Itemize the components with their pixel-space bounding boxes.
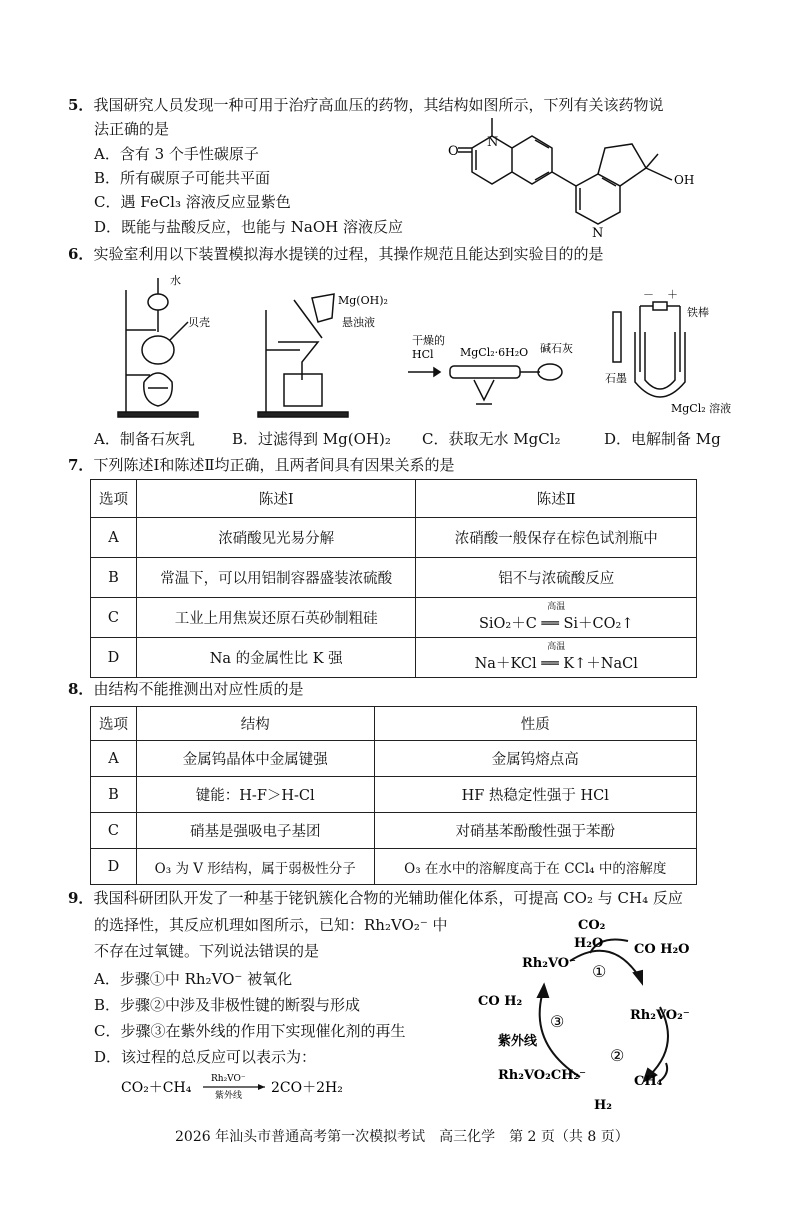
q7-condition-c: 高温 xyxy=(547,601,566,612)
q5-structure-n-amide: N xyxy=(487,135,499,150)
mech-uv: 紫外线 xyxy=(498,1034,538,1049)
table-row xyxy=(91,558,697,598)
q9-equation-cond-top: Rh₂VO⁻ xyxy=(211,1074,246,1084)
mech-rh2vo: Rh₂VO⁻ xyxy=(522,956,576,971)
q6-stem-text: 实验室利用以下装置模拟海水提镁的过程，其操作规范且能达到实验目的的是 xyxy=(93,245,604,263)
table-row xyxy=(91,813,697,849)
q9-stem-line2: 的选择性，其反应机理如图所示，已知：Rh₂VO₂⁻ 中 xyxy=(94,916,448,934)
q7-row-d-option: D xyxy=(91,638,137,678)
q6-number: 6． xyxy=(68,245,94,263)
q5-stem-line2: 法正确的是 xyxy=(94,120,170,138)
q7-row-c-equation: SiO₂＋C ══ Si＋CO₂↑ xyxy=(478,615,634,632)
apparatus-c-dry-label: 干燥的 xyxy=(412,334,445,347)
q8-row-b-option: B xyxy=(91,777,137,813)
q9-option-c: C．步骤③在紫外线的作用下实现催化剂的再生 xyxy=(94,1022,406,1040)
q9-stem-line1: 我国科研团队开发了一种基于铑钒簇化合物的光辅助催化体系，可提高 CO₂ 与 CH₄ 反应 xyxy=(93,889,683,907)
q5-molecule-structure xyxy=(440,110,720,250)
q8-stem-text: 由结构不能推测出对应性质的是 xyxy=(93,680,304,698)
q7-row-c-statement-1: 工业上用焦炭还原石英砂制粗硅 xyxy=(136,598,416,638)
q8-table-header xyxy=(91,707,697,741)
q9-equation-cond-bottom: 紫外线 xyxy=(215,1091,243,1101)
mech-rh2vo2ch2: Rh₂VO₂CH₂⁻ xyxy=(498,1068,587,1083)
q8-row-b-structure: 键能：H-F＞H-Cl xyxy=(136,777,374,813)
q8-header-option: 选项 xyxy=(91,707,137,741)
q8-row-a-structure: 金属钨晶体中金属键强 xyxy=(136,741,374,777)
q9-option-a: A．步骤①中 Rh₂VO⁻ 被氧化 xyxy=(94,970,293,988)
q8-header-structure: 结构 xyxy=(136,707,374,741)
q7-row-d-equation: Na＋KCl ══ K↑＋NaCl xyxy=(474,655,638,672)
apparatus-a-lime-milk xyxy=(108,270,218,420)
apparatus-b-filtration xyxy=(238,270,388,420)
apparatus-c-hydrate-label: MgCl₂·6H₂O xyxy=(460,346,529,359)
q9-option-b: B．步骤②中涉及非极性键的断裂与形成 xyxy=(94,996,361,1014)
q8-row-c-structure: 硝基是强吸电子基团 xyxy=(136,813,374,849)
mech-step1: ① xyxy=(592,962,607,981)
apparatus-d-iron-label: 铁棒 xyxy=(687,306,709,319)
q7-row-d-statement-1: Na 的金属性比 K 强 xyxy=(136,638,416,678)
apparatus-d-minus-label: － xyxy=(643,288,654,301)
mech-rh2vo2: Rh₂VO₂⁻ xyxy=(630,1008,690,1023)
q7-row-d-statement-2 xyxy=(416,638,697,678)
apparatus-c-hcl-label: HCl xyxy=(412,348,434,361)
q5-option-a: A．含有 3 个手性碳原子 xyxy=(94,145,259,163)
q6-stem xyxy=(68,243,603,265)
q9-stem xyxy=(68,887,683,909)
q5-structure-n-pyridine: N xyxy=(592,226,604,241)
q9-equation-left: CO₂＋CH₄ xyxy=(121,1080,192,1096)
mech-h2: H₂ xyxy=(594,1098,612,1113)
q7-row-c-option: C xyxy=(91,598,137,638)
q8-table xyxy=(90,706,697,885)
page-footer: 2026 年汕头市普通高考第一次模拟考试 高三化学 第 2 页（共 8 页） xyxy=(175,1129,629,1145)
q9-equation-right: 2CO＋2H₂ xyxy=(271,1080,343,1096)
q8-header-property: 性质 xyxy=(374,707,696,741)
q9-number: 9． xyxy=(68,889,94,907)
q8-row-a-option: A xyxy=(91,741,137,777)
apparatus-b-mgoh2-label: Mg(OH)₂ xyxy=(338,294,388,307)
mech-co2: CO₂ xyxy=(578,918,606,933)
q6-option-c: C．获取无水 MgCl₂ xyxy=(422,430,561,448)
apparatus-d-plus-label: ＋ xyxy=(667,288,678,301)
apparatus-d-solution-label: MgCl₂ 溶液 xyxy=(671,402,732,415)
q9-stem-line3: 不存在过氧键。下列说法错误的是 xyxy=(94,942,320,960)
q8-row-d-property: O₃ 在水中的溶解度高于在 CCl₄ 中的溶解度 xyxy=(374,849,696,885)
table-row xyxy=(91,598,697,638)
q8-row-d-option: D xyxy=(91,849,137,885)
q7-row-b-statement-1: 常温下，可以用铝制容器盛装浓硫酸 xyxy=(136,558,416,598)
apparatus-c-soda-lime-label: 碱石灰 xyxy=(540,342,573,355)
q5-option-b: B．所有碳原子可能共平面 xyxy=(94,169,271,187)
q5-structure-oh: OH xyxy=(674,173,695,187)
table-row xyxy=(91,638,697,678)
q7-header-statement-1: 陈述Ⅰ xyxy=(136,480,416,518)
mech-h2o-in: H₂O xyxy=(574,936,604,951)
q5-stem-line1: 我国研究人员发现一种可用于治疗高血压的药物，其结构如图所示，下列有关该药物说 xyxy=(93,96,664,114)
apparatus-d-electrolysis xyxy=(605,282,735,422)
q5-option-c: C．遇 FeCl₃ 溶液反应显紫色 xyxy=(94,193,291,211)
q6-option-b: B．过滤得到 Mg(OH)₂ xyxy=(232,430,391,448)
q7-row-c-statement-2 xyxy=(416,598,697,638)
q8-row-a-property: 金属钨熔点高 xyxy=(374,741,696,777)
q7-row-a-statement-2: 浓硝酸一般保存在棕色试剂瓶中 xyxy=(416,518,697,558)
q7-stem xyxy=(68,454,455,476)
apparatus-b-suspension-label: 悬浊液 xyxy=(342,316,375,329)
q5-structure-o: O xyxy=(448,144,459,159)
mech-step2: ② xyxy=(610,1046,625,1065)
mech-step3: ③ xyxy=(550,1012,565,1031)
apparatus-d-graphite-label: 石墨 xyxy=(605,372,627,385)
q9-option-d: D．该过程的总反应可以表示为： xyxy=(94,1048,317,1066)
mech-co-h2o-out: CO H₂O xyxy=(634,942,690,957)
q8-number: 8． xyxy=(68,680,94,698)
q7-row-a-option: A xyxy=(91,518,137,558)
q8-row-b-property: HF 热稳定性强于 HCl xyxy=(374,777,696,813)
q8-row-d-structure: O₃ 为 V 形结构，属于弱极性分子 xyxy=(136,849,374,885)
q5-option-d: D．既能与盐酸反应，也能与 NaOH 溶液反应 xyxy=(94,218,404,236)
q6-option-d: D．电解制备 Mg xyxy=(604,430,721,448)
q7-number: 7． xyxy=(68,456,94,474)
q8-row-c-option: C xyxy=(91,813,137,849)
q9-mechanism-diagram xyxy=(470,915,740,1115)
q9-overall-equation xyxy=(115,1068,355,1104)
q7-stem-text: 下列陈述Ⅰ和陈述Ⅱ均正确，且两者间具有因果关系的是 xyxy=(93,456,455,474)
table-row xyxy=(91,849,697,885)
mech-co-h2: CO H₂ xyxy=(478,994,523,1009)
table-row xyxy=(91,777,697,813)
table-row xyxy=(91,518,697,558)
q7-table-header xyxy=(91,480,697,518)
q7-row-a-statement-1: 浓硝酸见光易分解 xyxy=(136,518,416,558)
q5-number: 5． xyxy=(68,96,94,114)
q7-row-b-option: B xyxy=(91,558,137,598)
q8-stem xyxy=(68,678,303,700)
q7-header-statement-2: 陈述Ⅱ xyxy=(416,480,697,518)
mech-ch4: CH₄ xyxy=(634,1074,663,1089)
apparatus-a-water-label: 水 xyxy=(170,274,181,287)
q7-header-option: 选项 xyxy=(91,480,137,518)
q6-option-a: A．制备石灰乳 xyxy=(94,430,195,448)
apparatus-a-shell-label: 贝壳 xyxy=(188,316,210,329)
q8-row-c-property: 对硝基苯酚酸性强于苯酚 xyxy=(374,813,696,849)
q7-condition-d: 高温 xyxy=(547,641,566,652)
table-row xyxy=(91,741,697,777)
q7-table xyxy=(90,479,697,678)
q7-row-b-statement-2: 铝不与浓硫酸反应 xyxy=(416,558,697,598)
apparatus-c-dehydration xyxy=(400,300,600,420)
